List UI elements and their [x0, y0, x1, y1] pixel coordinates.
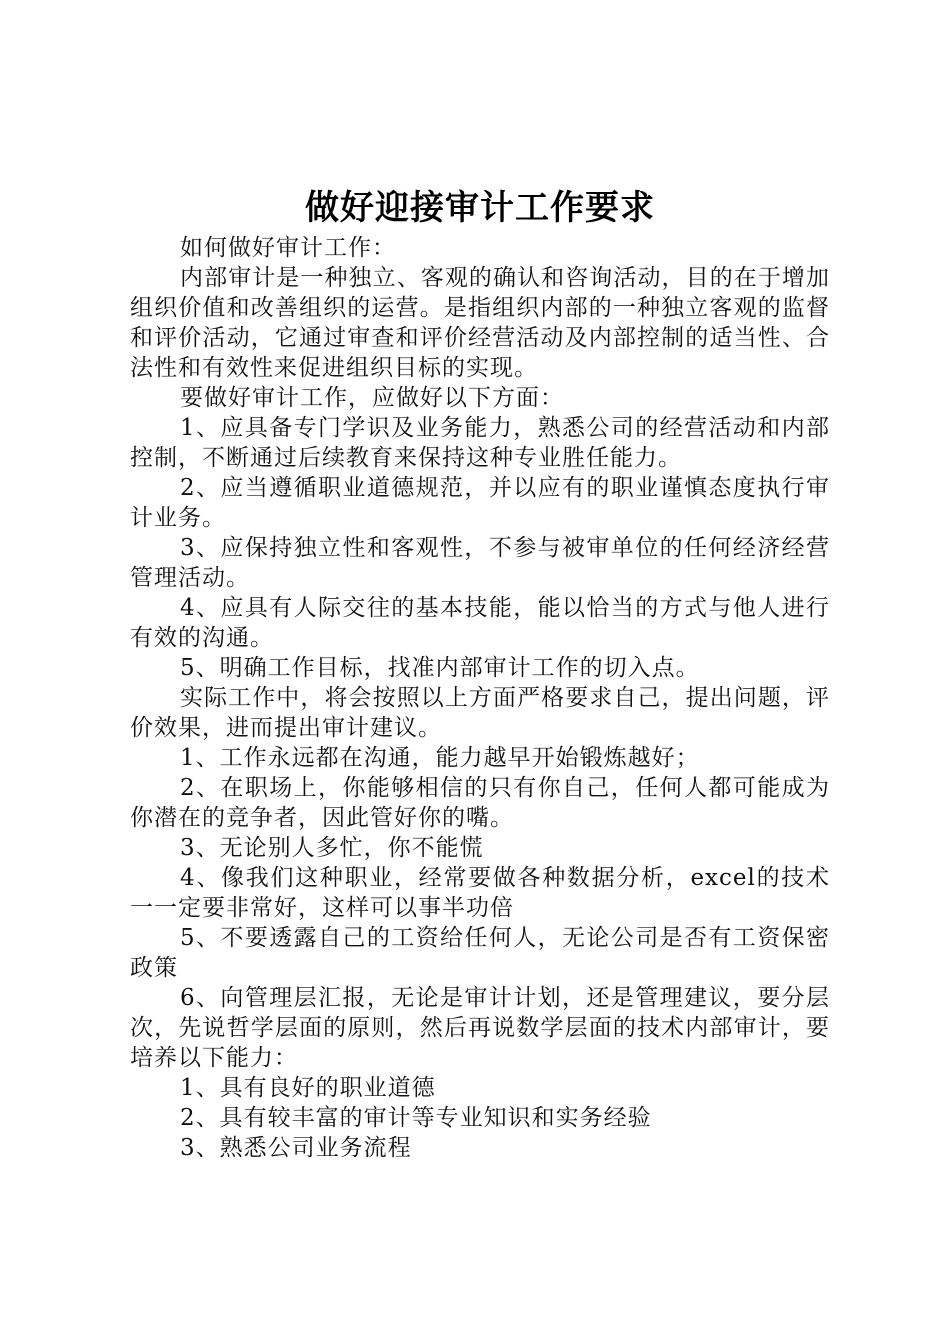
paragraph-aspects-heading: 要做好审计工作，应做好以下方面： [180, 385, 564, 411]
paragraph-aspect-2: 2、应当遵循职业道德规范，并以应有的职业谨慎态度执行审计业务。 [130, 475, 830, 531]
document-title: 做好迎接审计工作要求 [305, 188, 655, 228]
paragraph-aspect-5: 5、明确工作目标，找准内部审计工作的切入点。 [180, 655, 700, 681]
document-body [130, 233, 830, 1163]
paragraph-aspect-1: 1、应具备专门学识及业务能力，熟悉公司的经营活动和内部控制，不断通过后续教育来保持这种专业胜任能力。 [130, 415, 830, 471]
paragraph-tip-5: 5、不要透露自己的工资给任何人，无论公司是否有工资保密政策 [130, 925, 830, 981]
paragraph-intro-question: 如何做好审计工作： [180, 235, 396, 261]
paragraph-tip-6: 6、向管理层汇报，无论是审计计划，还是管理建议，要分层次，先说哲学层面的原则，然后再说数学层面的技术内部审计，要培养以下能力： [130, 985, 830, 1071]
paragraph-ability-2: 2、具有较丰富的审计等专业知识和实务经验 [180, 1105, 652, 1131]
paragraph-ability-3: 3、熟悉公司业务流程 [180, 1135, 412, 1161]
paragraph-aspect-3: 3、应保持独立性和客观性，不参与被审单位的任何经济经营管理活动。 [130, 535, 830, 591]
paragraph-tip-2: 2、在职场上，你能够相信的只有你自己，任何人都可能成为你潜在的竞争者，因此管好你的嘴。 [130, 775, 830, 831]
paragraph-tip-3: 3、无论别人多忙，你不能慌 [180, 835, 484, 861]
paragraph-ability-1: 1、具有良好的职业道德 [180, 1075, 436, 1101]
paragraph-aspect-4: 4、应具有人际交往的基本技能，能以恰当的方式与他人进行有效的沟通。 [130, 595, 830, 651]
paragraph-definition: 内部审计是一种独立、客观的确认和咨询活动，目的在于增加组织价值和改善组织的运营。是指组织内部的一种独立客观的监督和评价活动，它通过审查和评价经营活动及内部控制的适当性、合法性和有效性来促进组织目标的实现。 [130, 265, 830, 381]
paragraph-tip-4: 4、像我们这种职业，经常要做各种数据分析，excel的技术一一定要非常好，这样可以事半功倍 [130, 865, 830, 921]
paragraph-tip-1: 1、工作永远都在沟通，能力越早开始锻炼越好； [180, 745, 700, 771]
paragraph-practice: 实际工作中，将会按照以上方面严格要求自己，提出问题，评价效果，进而提出审计建议。 [130, 685, 830, 741]
